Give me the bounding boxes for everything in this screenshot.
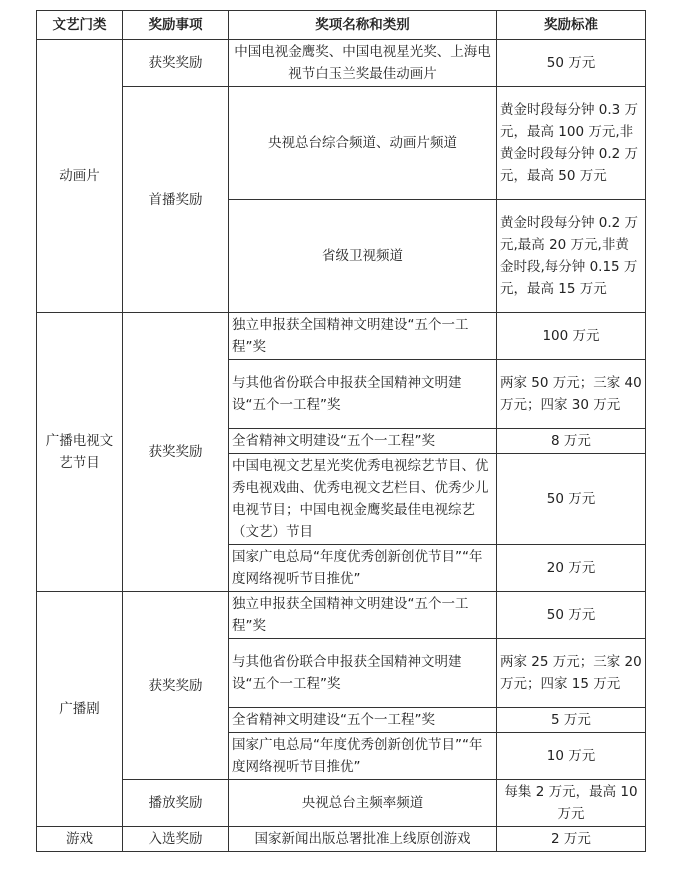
award-name-cell: 国家新闻出版总署批准上线原创游戏	[229, 827, 497, 852]
award-name-cell: 央视总台主频率频道	[229, 780, 497, 827]
award-standard-cell: 50 万元	[497, 592, 646, 639]
award-standard-cell: 50 万元	[497, 454, 646, 545]
award-name-cell: 全省精神文明建设“五个一工程”奖	[229, 708, 497, 733]
award-standard-cell: 两家 25 万元；三家 20 万元；四家 15 万元	[497, 639, 646, 708]
award-name-cell: 国家广电总局“年度优秀创新创优节目”“年度网络视听节目推优”	[229, 733, 497, 780]
table-row	[37, 827, 646, 852]
award-name-cell: 与其他省份联合申报获全国精神文明建设“五个一工程”奖	[229, 639, 497, 708]
award-item-cell: 入选奖励	[123, 827, 229, 852]
table-row	[37, 780, 646, 827]
award-standard-cell: 100 万元	[497, 313, 646, 360]
award-name-cell: 省级卫视频道	[229, 200, 497, 313]
category-cell: 广播剧	[37, 592, 123, 827]
category-cell: 游戏	[37, 827, 123, 852]
award-standard-cell: 10 万元	[497, 733, 646, 780]
award-standard-cell: 20 万元	[497, 545, 646, 592]
award-name-cell: 全省精神文明建设“五个一工程”奖	[229, 429, 497, 454]
award-item-cell: 播放奖励	[123, 780, 229, 827]
award-standard-cell: 8 万元	[497, 429, 646, 454]
award-name-cell: 央视总台综合频道、动画片频道	[229, 87, 497, 200]
header-award-name: 奖项名称和类别	[229, 11, 497, 40]
header-award-standard: 奖励标准	[497, 11, 646, 40]
award-item-cell: 首播奖励	[123, 87, 229, 313]
award-name-cell: 独立申报获全国精神文明建设“五个一工程”奖	[229, 313, 497, 360]
header-row	[37, 11, 646, 40]
award-item-cell: 获奖奖励	[123, 592, 229, 780]
award-name-cell: 中国电视金鹰奖、中国电视星光奖、上海电视节白玉兰奖最佳动画片	[229, 40, 497, 87]
header-category: 文艺门类	[37, 11, 123, 40]
award-standard-cell: 黄金时段每分钟 0.2 万元,最高 20 万元,非黄金时段,每分钟 0.15 万元，最高 15 万元	[497, 200, 646, 313]
award-name-cell: 国家广电总局“年度优秀创新创优节目”“年度网络视听节目推优”	[229, 545, 497, 592]
award-item-cell: 获奖奖励	[123, 313, 229, 592]
award-name-cell: 独立申报获全国精神文明建设“五个一工程”奖	[229, 592, 497, 639]
header-award-item: 奖励事项	[123, 11, 229, 40]
award-item-cell: 获奖奖励	[123, 40, 229, 87]
table-row	[37, 313, 646, 360]
award-standard-cell: 2 万元	[497, 827, 646, 852]
award-standard-cell: 两家 50 万元；三家 40 万元；四家 30 万元	[497, 360, 646, 429]
table-row	[37, 40, 646, 87]
table-row	[37, 87, 646, 200]
award-name-cell: 与其他省份联合申报获全国精神文明建设“五个一工程”奖	[229, 360, 497, 429]
awards-table	[36, 10, 646, 852]
award-standard-cell: 每集 2 万元，最高 10 万元	[497, 780, 646, 827]
award-standard-cell: 50 万元	[497, 40, 646, 87]
category-cell: 动画片	[37, 40, 123, 313]
award-standard-cell: 黄金时段每分钟 0.3 万元，最高 100 万元,非黄金时段每分钟 0.2 万元，最高 50 万元	[497, 87, 646, 200]
table-row	[37, 592, 646, 639]
award-name-cell: 中国电视文艺星光奖优秀电视综艺节目、优秀电视戏曲、优秀电视文艺栏目、优秀少儿电视节目；中国电视金鹰奖最佳电视综艺（文艺）节目	[229, 454, 497, 545]
award-standard-cell: 5 万元	[497, 708, 646, 733]
category-cell: 广播电视文艺节目	[37, 313, 123, 592]
